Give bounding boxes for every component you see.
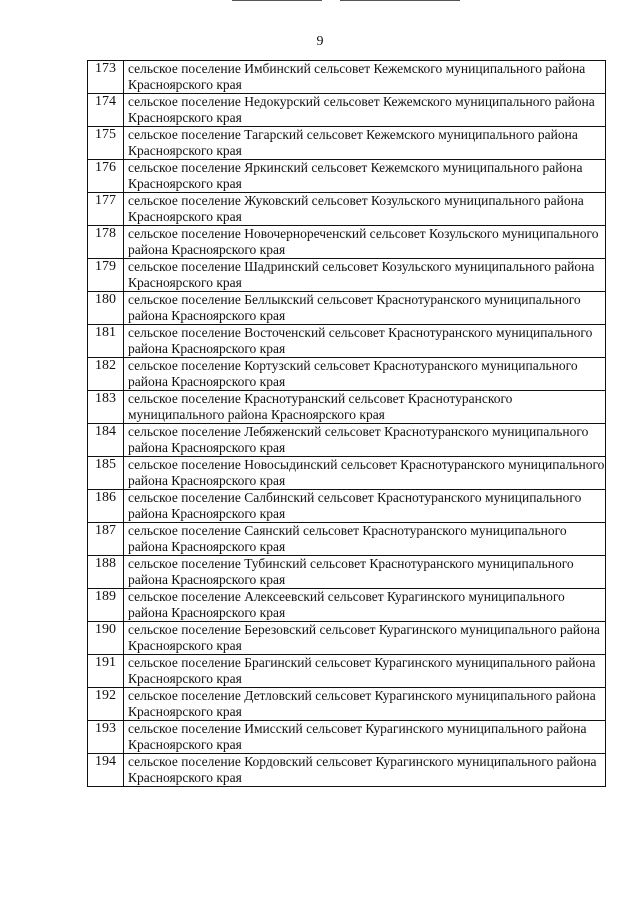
table-row [88,193,606,226]
settlement-name: сельское поселение Имбинский сельсовет Кежемского муниципального района Красноярского края [124,61,606,94]
table-row [88,391,606,424]
row-number: 185 [88,457,124,490]
settlement-name: сельское поселение Шадринский сельсовет Козульского муниципального района Красноярского края [124,259,606,292]
table-row [88,160,606,193]
table-row [88,259,606,292]
row-number: 181 [88,325,124,358]
settlement-name: сельское поселение Восточенский сельсовет Краснотуранского муниципального района Красноярского края [124,325,606,358]
settlement-name: сельское поселение Детловский сельсовет Курагинского муниципального района Красноярского края [124,688,606,721]
settlement-name: сельское поселение Новочернореченский сельсовет Козульского муниципального района Красноярского края [124,226,606,259]
table-row [88,325,606,358]
settlement-name: сельское поселение Беллыкский сельсовет Краснотуранского муниципального района Красноярского края [124,292,606,325]
row-number: 187 [88,523,124,556]
row-number: 174 [88,94,124,127]
row-number: 194 [88,754,124,787]
settlement-name: сельское поселение Лебяженский сельсовет Краснотуранского муниципального района Красноярского края [124,424,606,457]
settlement-name: сельское поселение Салбинский сельсовет Краснотуранского муниципального района Красноярского края [124,490,606,523]
settlements-table [87,60,606,787]
settlement-name: сельское поселение Недокурский сельсовет Кежемского муниципального района Красноярского края [124,94,606,127]
row-number: 186 [88,490,124,523]
row-number: 177 [88,193,124,226]
table-row [88,556,606,589]
row-number: 180 [88,292,124,325]
settlement-name: сельское поселение Алексеевский сельсовет Курагинского муниципального района Красноярского края [124,589,606,622]
settlement-name: сельское поселение Яркинский сельсовет Кежемского муниципального района Красноярского края [124,160,606,193]
table-row [88,490,606,523]
row-number: 175 [88,127,124,160]
settlement-name: сельское поселение Кортузский сельсовет Краснотуранского муниципального района Красноярского края [124,358,606,391]
table-row [88,61,606,94]
settlement-name: сельское поселение Саянский сельсовет Краснотуранского муниципального района Красноярского края [124,523,606,556]
row-number: 179 [88,259,124,292]
scan-edge-mark [340,0,460,1]
row-number: 193 [88,721,124,754]
page-number: 9 [316,34,324,49]
row-number: 176 [88,160,124,193]
settlement-name: сельское поселение Тагарский сельсовет Кежемского муниципального района Красноярского края [124,127,606,160]
table-row [88,226,606,259]
row-number: 182 [88,358,124,391]
row-number: 184 [88,424,124,457]
row-number: 191 [88,655,124,688]
table-row [88,457,606,490]
table-row [88,655,606,688]
table-row [88,424,606,457]
table-row [88,688,606,721]
row-number: 189 [88,589,124,622]
settlement-name: сельское поселение Жуковский сельсовет Козульского муниципального района Красноярского края [124,193,606,226]
row-number: 188 [88,556,124,589]
table-row [88,358,606,391]
row-number: 190 [88,622,124,655]
settlement-name: сельское поселение Краснотуранский сельсовет Краснотуранского муниципального района Красноярского края [124,391,606,424]
settlements-table-body [88,61,606,787]
table-row [88,721,606,754]
settlement-name: сельское поселение Новосыдинский сельсовет Краснотуранского муниципального района Красноярского края [124,457,606,490]
table-row [88,292,606,325]
table-row [88,523,606,556]
scan-edge-mark [232,0,322,1]
settlement-name: сельское поселение Березовский сельсовет Курагинского муниципального района Красноярского края [124,622,606,655]
settlement-name: сельское поселение Брагинский сельсовет Курагинского муниципального района Красноярского края [124,655,606,688]
row-number: 192 [88,688,124,721]
table-row [88,94,606,127]
settlement-name: сельское поселение Кордовский сельсовет Курагинского муниципального района Красноярского края [124,754,606,787]
table-row [88,622,606,655]
table-row [88,589,606,622]
row-number: 183 [88,391,124,424]
settlement-name: сельское поселение Тубинский сельсовет Краснотуранского муниципального района Красноярского края [124,556,606,589]
settlement-name: сельское поселение Имисский сельсовет Курагинского муниципального района Красноярского края [124,721,606,754]
row-number: 178 [88,226,124,259]
table-row [88,754,606,787]
row-number: 173 [88,61,124,94]
table-row [88,127,606,160]
